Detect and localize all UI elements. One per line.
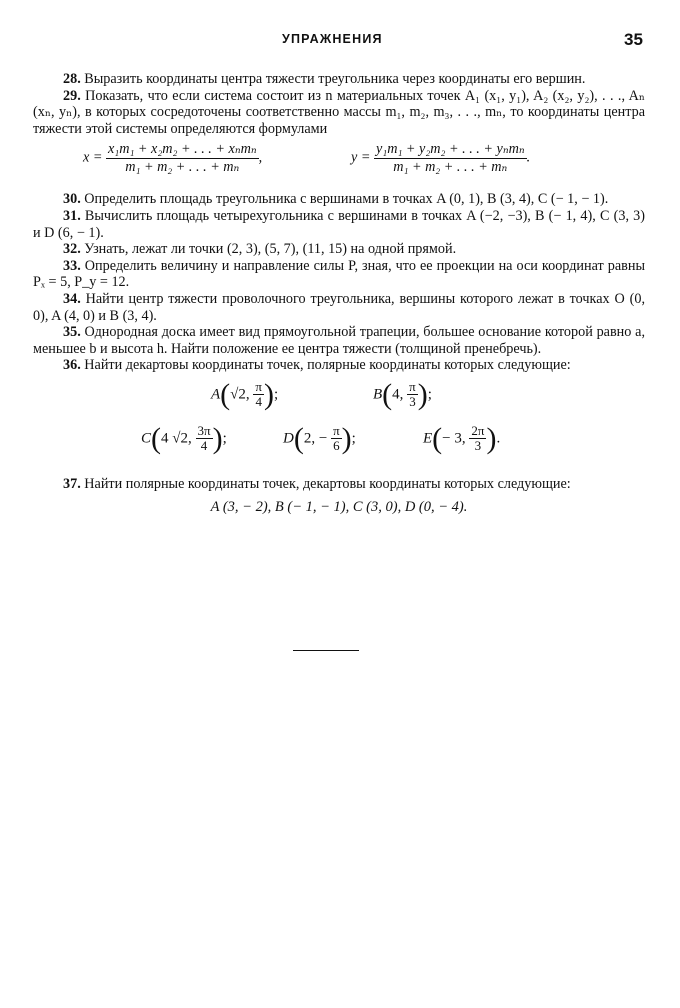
point-radius: − 3,	[442, 430, 466, 447]
point-angle	[196, 424, 213, 453]
angle-denominator: 3	[409, 394, 416, 410]
formula-x-numerator: x₁m₁ + x₂m₂ + . . . + xₙmₙ	[107, 141, 257, 158]
point-label: D	[283, 430, 294, 447]
point-label: A	[211, 386, 221, 403]
page-header	[0, 30, 680, 52]
running-title: УПРАЖНЕНИЯ	[282, 32, 383, 46]
angle-numerator: π	[255, 379, 262, 395]
point-label: E	[423, 430, 433, 447]
problem-32	[33, 241, 645, 258]
problem-text: Определить площадь треугольника с вершинами в точках A (0, 1), B (3, 4), C (− 1, − 1).	[84, 191, 609, 208]
problem-37	[33, 476, 645, 493]
point-angle	[253, 380, 264, 409]
formula-x-fraction	[106, 141, 259, 175]
formula-x-lhs: x =	[83, 149, 103, 166]
problem-text: Однородная доска имеет вид прямоугольной трапеции, большее основание которой равно a, меньшее b и высота h. Найти положение ее центра тяжести (толщиной пренебречь).	[33, 324, 645, 357]
problem-text: Найти декартовы координаты точек, полярные координаты которых следующие:	[84, 357, 571, 374]
problem-number: 28.	[63, 71, 81, 87]
point-radius: 4 √2,	[161, 430, 192, 447]
point-end: ;	[273, 386, 279, 403]
point-radius: √2,	[230, 386, 250, 403]
problem-number: 32.	[63, 241, 81, 258]
problem-text: Вычислить площадь четырехугольника с вершинами в точках A (−2, −3), B (− 1, 4), C (3, 3) и D (6, − 1).	[33, 207, 645, 241]
point-label: C	[141, 430, 152, 447]
point-a: A(√2, $\frac{\pi}{4}$ );	[211, 377, 279, 411]
problem-30	[33, 191, 645, 208]
problem-text: Показать, что если система состоит из n материальных точек A₁ (x₁, y₁), A₂ (x₂, y₂), . . ., Aₙ (xₙ, yₙ), в которых сосредоточены соответственно массы m₁, m₂, m₃, . . ., mₙ, то координаты центра тяжести этой системы определяются формулами	[33, 87, 646, 137]
problem-text: Узнать, лежат ли точки (2, 3), (5, 7), (11, 15) на одной прямой.	[84, 241, 457, 258]
cartesian-points: A (3, − 2), B (− 1, − 1), C (3, 0), D (0, − 4).	[210, 498, 468, 515]
point-end: ;	[427, 386, 432, 403]
problem-text: Найти центр тяжести проволочного треугольника, вершины которого лежат в точках O (0, 0), A (4, 0) и B (3, 4).	[33, 290, 646, 324]
problem-text: Найти полярные координаты точек, декартовы координаты которых следующие:	[84, 475, 571, 492]
angle-denominator: 4	[200, 438, 208, 454]
problem-number: 34.	[63, 290, 81, 307]
point-radius: 2, −	[303, 430, 328, 447]
problem-number: 37.	[63, 475, 81, 492]
problem-number: 35.	[63, 324, 81, 341]
point-c: C(4 √2, $\frac{3\pi}{4}$ );	[141, 421, 227, 455]
point-angle	[469, 424, 486, 453]
problem-29	[33, 88, 645, 138]
angle-numerator: π	[333, 423, 340, 439]
problem-34	[33, 291, 645, 324]
point-angle	[407, 380, 418, 409]
formula-y-denominator: m₁ + m₂ + . . . + mₙ	[393, 158, 508, 175]
page-body	[33, 71, 645, 515]
formula-end: .	[526, 149, 531, 166]
page-number: 35	[624, 30, 643, 49]
point-b: B(4, $\frac{\pi}{3}$ );	[373, 377, 432, 411]
angle-denominator: 4	[255, 394, 262, 410]
problem-28	[33, 71, 645, 88]
point-end: ;	[351, 430, 356, 447]
formula-y-fraction	[374, 141, 527, 175]
point-angle	[331, 424, 342, 453]
problem-35	[33, 324, 645, 357]
angle-numerator: 2π	[471, 423, 485, 439]
polar-points	[33, 378, 645, 472]
point-end: ;	[222, 430, 227, 447]
problem-number: 33.	[63, 257, 81, 274]
angle-denominator: 6	[333, 438, 340, 454]
angle-numerator: 3π	[197, 423, 211, 439]
problem-text: Определить величину и направление силы P, зная, что ее проекции на оси координат равны Pₓ = 5, P_y = 12.	[33, 257, 645, 291]
end-rule	[293, 650, 359, 651]
formula-separator: ,	[258, 149, 263, 166]
formula-y	[351, 141, 530, 175]
formula-x	[83, 141, 262, 175]
problem-31	[33, 208, 645, 241]
center-of-mass-formula	[33, 141, 645, 185]
problem-number: 31.	[63, 207, 81, 224]
point-label: B	[373, 386, 383, 403]
point-e: E(− 3, $\frac{2\pi}{3}$ ).	[423, 421, 501, 455]
problem-33	[33, 258, 645, 291]
point-d: D(2, − $\frac{\pi}{6}$ );	[283, 421, 356, 455]
formula-y-lhs: y =	[351, 149, 371, 166]
point-radius: 4,	[392, 386, 404, 403]
problem-number: 29.	[63, 87, 81, 104]
point-end: .	[496, 430, 501, 447]
angle-denominator: 3	[474, 438, 482, 454]
problem-number: 30.	[63, 191, 81, 208]
problem-number: 36.	[63, 357, 81, 374]
formula-y-numerator: y₁m₁ + y₂m₂ + . . . + yₙmₙ	[375, 141, 525, 158]
problem-text: Выразить координаты центра тяжести треугольника через координаты его вершин.	[84, 71, 586, 87]
formula-x-denominator: m₁ + m₂ + . . . + mₙ	[125, 158, 240, 175]
problem-36	[33, 357, 645, 374]
angle-numerator: π	[409, 379, 416, 395]
